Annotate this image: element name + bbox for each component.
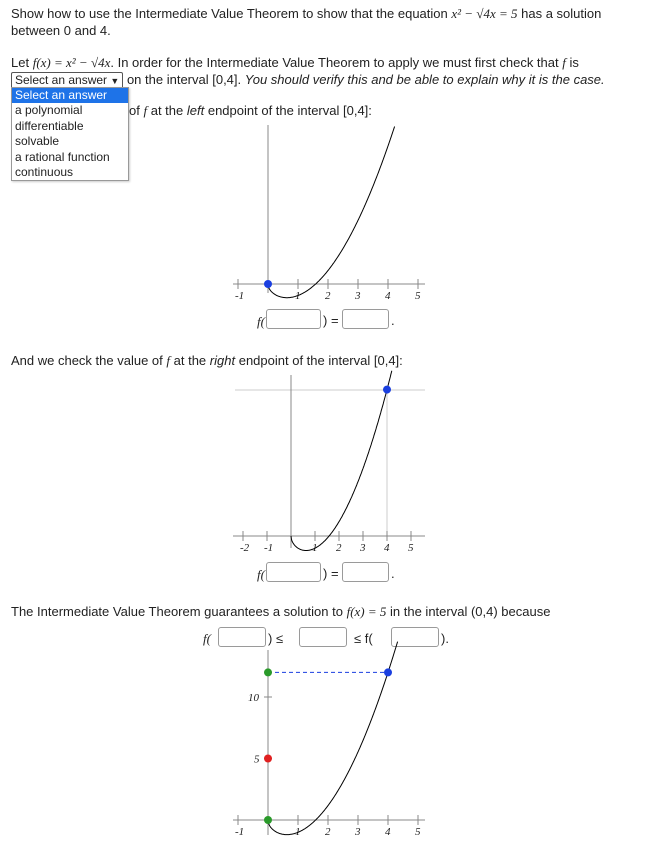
x-tick-label: 1 xyxy=(295,290,301,302)
x-tick-label: 2 xyxy=(325,826,331,838)
x-tick-label: 3 xyxy=(355,290,361,302)
data-point xyxy=(384,668,392,676)
answer-dropdown-list xyxy=(11,87,129,181)
dropdown-option[interactable]: differentiable xyxy=(15,118,84,133)
data-point xyxy=(264,668,272,676)
data-point xyxy=(383,386,391,394)
right-eval-row: f( xyxy=(257,567,265,582)
x-tick-label: -2 xyxy=(240,542,250,554)
x-tick-label: 4 xyxy=(385,826,391,838)
function-curve xyxy=(291,371,392,551)
x-tick-label: 3 xyxy=(355,826,361,838)
data-point xyxy=(264,755,272,763)
x-tick-label: -1 xyxy=(235,826,245,838)
x-tick-label: 2 xyxy=(336,542,342,554)
setup-text: Let f(x) = x² − √4x. In order for the Intermediate Value Theorem to apply we must first check that f is xyxy=(11,55,579,70)
graph-ivt xyxy=(225,640,430,845)
x-tick-label: 1 xyxy=(295,826,301,838)
left-eval-row: f( xyxy=(257,314,265,329)
left-value-input[interactable] xyxy=(342,309,389,329)
x-tick-label: 5 xyxy=(415,290,421,302)
x-tick-label: 4 xyxy=(384,542,390,554)
right-value-input[interactable] xyxy=(342,562,389,582)
eq-sign: ) = xyxy=(323,313,339,328)
x-tick-label: -1 xyxy=(264,542,274,554)
answer-select[interactable]: Select an answer ▼ xyxy=(11,72,123,89)
dropdown-option[interactable]: solvable xyxy=(15,134,60,149)
question-text: Show how to use the Intermediate Value Theorem to show that the equation x² − √4x = 5 has a solution xyxy=(11,6,602,21)
graph-right-endpoint xyxy=(225,370,430,560)
x-tick-label: 5 xyxy=(408,542,414,554)
right-x-input[interactable] xyxy=(266,562,321,582)
setup-text-line2: Select an answer ▼ on the interval [0,4]. You should verify this and be able to explain why it is the case. xyxy=(11,71,649,89)
function-curve xyxy=(268,127,395,298)
left-endpoint-text: of f at the left endpoint of the interval [0,4]: xyxy=(129,103,372,118)
right-endpoint-text: And we check the value of f at the right endpoint of the interval [0,4]: xyxy=(11,353,403,368)
dropdown-option[interactable]: continuous xyxy=(15,164,74,179)
data-point xyxy=(264,280,272,288)
x-tick-label: 1 xyxy=(312,542,318,554)
function-definition: f(x) = x² − √4x xyxy=(32,55,111,70)
x-tick-label: 3 xyxy=(360,542,366,554)
ivt-text: The Intermediate Value Theorem guarantees a solution to f(x) = 5 in the interval (0,4) because xyxy=(11,604,551,619)
dropdown-option[interactable]: a rational function xyxy=(15,149,110,164)
dropdown-option[interactable]: a polynomial xyxy=(15,103,83,118)
function-curve xyxy=(268,642,398,835)
question-text-line2: between 0 and 4. xyxy=(11,23,111,38)
x-tick-label: 5 xyxy=(415,826,421,838)
y-tick-label: 10 xyxy=(248,692,259,704)
x-tick-label: -1 xyxy=(235,290,245,302)
graph-left-endpoint xyxy=(225,125,430,305)
y-tick-label: 5 xyxy=(254,753,260,766)
dropdown-option[interactable]: Select an answer xyxy=(12,88,128,103)
data-point xyxy=(264,816,272,824)
x-tick-label: 2 xyxy=(325,290,331,302)
question-equation: x² − √4x = 5 xyxy=(451,6,518,21)
chevron-down-icon: ▼ xyxy=(110,76,120,87)
left-x-input[interactable] xyxy=(266,309,321,329)
x-tick-label: 4 xyxy=(385,290,391,302)
